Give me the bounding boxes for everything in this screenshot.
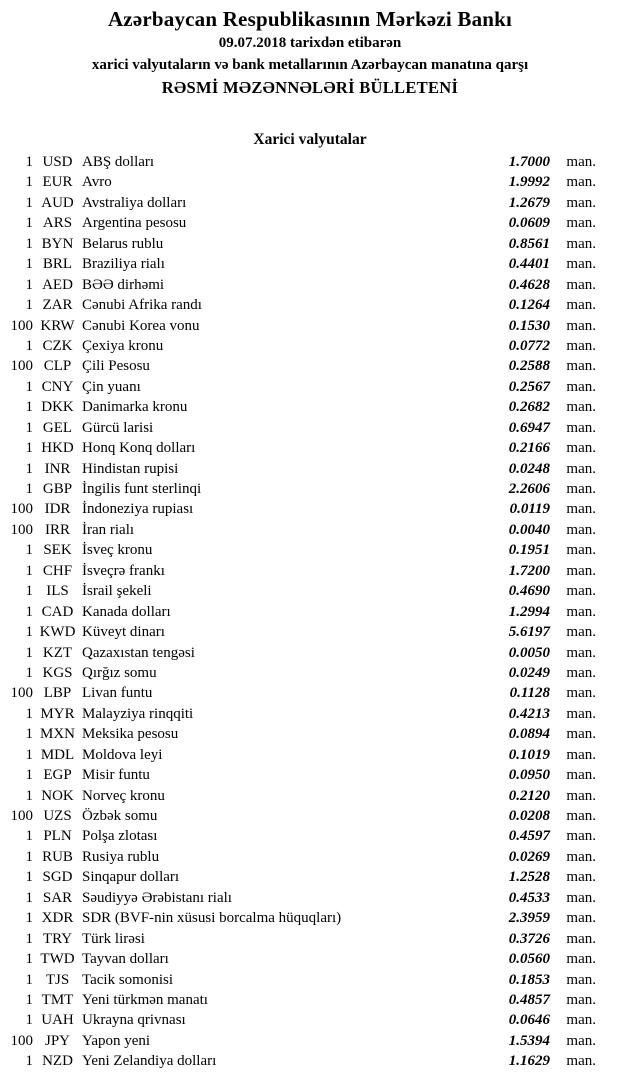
- currency-code-cell: JPY: [44, 1032, 70, 1049]
- rate-row: [0, 316, 596, 336]
- rate-row: [0, 172, 596, 192]
- quantity-cell: 1: [25, 440, 33, 457]
- unit-cell: man.: [566, 399, 596, 416]
- currency-name-cell: Danimarka kronu: [82, 399, 188, 416]
- rate-value-cell: 0.2120: [508, 787, 550, 804]
- currency-name-cell: İndoneziya rupiası: [82, 501, 194, 518]
- currency-code-cell: XDR: [41, 910, 74, 927]
- currency-code-cell: ILS: [46, 583, 69, 600]
- unit-cell: man.: [566, 440, 596, 457]
- rate-value-cell: 0.0208: [508, 808, 550, 824]
- unit-cell: man.: [566, 481, 596, 497]
- currency-name-cell: Meksika pesosu: [82, 726, 179, 743]
- quantity-cell: 1: [25, 378, 33, 395]
- currency-code-cell: TMT: [41, 991, 74, 1008]
- currency-code-cell: MXN: [39, 726, 75, 743]
- unit-cell: man.: [566, 685, 596, 702]
- rate-row: [0, 520, 596, 540]
- currency-code-cell: TRY: [42, 930, 73, 947]
- quantity-cell: 1: [25, 848, 33, 865]
- unit-cell: man.: [566, 358, 596, 375]
- currency-code-cell: EGP: [43, 767, 72, 784]
- rate-value-cell: 5.6197: [508, 624, 550, 641]
- rate-value-cell: 0.4213: [508, 705, 550, 722]
- rate-value-cell: 1.1629: [508, 1053, 550, 1070]
- quantity-cell: 1: [25, 869, 33, 886]
- rate-row: [0, 152, 596, 172]
- quantity-cell: 100: [10, 808, 33, 824]
- currency-code-cell: CAD: [41, 603, 74, 620]
- rate-value-cell: 0.1128: [509, 685, 550, 702]
- currency-name-cell: Malayziya rinqqiti: [82, 705, 194, 722]
- quantity-cell: 100: [10, 317, 33, 334]
- rate-row: [0, 540, 596, 560]
- currency-name-cell: Tayvan dolları: [82, 951, 169, 968]
- unit-cell: man.: [566, 1012, 596, 1029]
- rate-row: [0, 745, 596, 765]
- rate-value-cell: 1.2528: [508, 869, 550, 886]
- unit-cell: man.: [566, 808, 596, 824]
- rate-value-cell: 0.0560: [508, 951, 550, 968]
- quantity-cell: 1: [25, 624, 33, 641]
- quantity-cell: 1: [25, 603, 33, 620]
- unit-cell: man.: [566, 256, 596, 273]
- rate-value-cell: 0.0646: [508, 1012, 550, 1029]
- currency-code-cell: IDR: [44, 501, 71, 518]
- rate-row: [0, 970, 596, 990]
- quantity-cell: 1: [25, 971, 33, 988]
- unit-cell: man.: [566, 889, 596, 906]
- quantity-cell: 1: [25, 664, 33, 681]
- unit-cell: man.: [566, 501, 596, 518]
- currency-name-cell: İngilis funt sterlinqi: [82, 481, 202, 497]
- unit-cell: man.: [566, 419, 596, 436]
- currency-name-cell: Qırğız somu: [82, 664, 157, 681]
- quantity-cell: 1: [25, 174, 33, 191]
- rate-row: [0, 683, 596, 703]
- currency-name-cell: İran rialı: [82, 521, 135, 538]
- rate-row: [0, 888, 596, 908]
- unit-cell: man.: [566, 705, 596, 722]
- currency-code-cell: MYR: [40, 705, 75, 722]
- rate-row: [0, 929, 596, 949]
- unit-cell: man.: [566, 1032, 596, 1049]
- rate-row: [0, 663, 596, 683]
- rate-row: [0, 377, 596, 397]
- rate-row: [0, 418, 596, 438]
- unit-cell: man.: [566, 726, 596, 743]
- currency-code-cell: KZT: [42, 644, 73, 661]
- rate-row: [0, 847, 596, 867]
- rate-row: [0, 336, 596, 356]
- currency-code-cell: KWD: [39, 624, 76, 641]
- rate-value-cell: 0.8561: [508, 235, 550, 252]
- rate-value-cell: 0.2166: [508, 440, 550, 457]
- rate-row: [0, 438, 596, 458]
- rate-row: [0, 786, 596, 806]
- rate-value-cell: 0.0249: [508, 664, 550, 681]
- unit-cell: man.: [566, 991, 596, 1008]
- quantity-cell: 1: [25, 991, 33, 1008]
- rate-value-cell: 0.0894: [508, 726, 550, 743]
- rate-row: [0, 193, 596, 213]
- currency-code-cell: CLP: [43, 358, 72, 375]
- quantity-cell: 1: [25, 297, 33, 314]
- rate-value-cell: 0.2567: [508, 378, 550, 395]
- rate-row: [0, 234, 596, 254]
- quantity-cell: 1: [25, 419, 33, 436]
- quantity-cell: 1: [25, 481, 33, 497]
- currency-name-cell: Avro: [82, 174, 112, 191]
- currency-name-cell: Hindistan rupisi: [82, 460, 179, 477]
- rate-value-cell: 2.3959: [508, 910, 550, 927]
- quantity-cell: 100: [10, 501, 33, 518]
- rate-row: [0, 459, 596, 479]
- unit-cell: man.: [566, 1053, 596, 1070]
- currency-name-cell: Argentina pesosu: [82, 215, 187, 232]
- currency-code-cell: EUR: [42, 174, 73, 191]
- currency-code-cell: SEK: [43, 542, 72, 559]
- rate-row: [0, 908, 596, 928]
- rate-value-cell: 0.3726: [508, 930, 550, 947]
- unit-cell: man.: [566, 869, 596, 886]
- unit-cell: man.: [566, 276, 596, 293]
- unit-cell: man.: [566, 828, 596, 845]
- currency-code-cell: HKD: [41, 440, 74, 457]
- currency-name-cell: Misir funtu: [82, 767, 150, 784]
- quantity-cell: 1: [25, 235, 33, 252]
- quantity-cell: 100: [10, 685, 33, 702]
- rate-value-cell: 0.2588: [508, 358, 550, 375]
- currency-name-cell: Çexiya kronu: [82, 337, 164, 354]
- currency-name-cell: İsrail şekeli: [82, 583, 152, 600]
- currency-name-cell: Livan funtu: [82, 685, 153, 702]
- currency-name-cell: Ukrayna qrivnası: [82, 1012, 186, 1029]
- currency-name-cell: Yapon yeni: [82, 1032, 151, 1049]
- rate-row: [0, 826, 596, 846]
- unit-cell: man.: [566, 644, 596, 661]
- rate-value-cell: 0.4401: [508, 256, 550, 273]
- quantity-cell: 1: [25, 542, 33, 559]
- rate-row: [0, 724, 596, 744]
- currency-name-cell: ABŞ dolları: [82, 154, 155, 170]
- quantity-cell: 1: [25, 583, 33, 600]
- currency-name-cell: Yeni Zelandiya dolları: [82, 1053, 217, 1070]
- rate-value-cell: 0.4628: [508, 276, 550, 293]
- currency-code-cell: KRW: [40, 317, 75, 334]
- unit-cell: man.: [566, 971, 596, 988]
- rate-value-cell: 0.6947: [508, 419, 550, 436]
- currency-code-cell: UZS: [43, 808, 72, 824]
- currency-code-cell: INR: [44, 460, 71, 477]
- rate-row: [0, 602, 596, 622]
- currency-name-cell: Avstraliya dolları: [82, 194, 187, 211]
- rate-value-cell: 0.1853: [508, 971, 550, 988]
- rate-row: [0, 1010, 596, 1030]
- quantity-cell: 1: [25, 705, 33, 722]
- rate-row: [0, 867, 596, 887]
- currency-name-cell: Honq Konq dolları: [82, 440, 196, 457]
- quantity-cell: 100: [10, 521, 33, 538]
- quantity-cell: 1: [25, 276, 33, 293]
- rate-row: [0, 581, 596, 601]
- rate-row: [0, 213, 596, 233]
- rate-row: [0, 806, 596, 826]
- bulletin-subtitle: xarici valyutaların və bank metallarının Azərbaycan manatına qarşı: [91, 57, 529, 73]
- rate-value-cell: 1.7200: [508, 562, 550, 579]
- unit-cell: man.: [566, 521, 596, 538]
- unit-cell: man.: [566, 154, 596, 170]
- currency-code-cell: IRR: [44, 521, 70, 538]
- currency-code-cell: SGD: [42, 869, 73, 886]
- currency-code-cell: TWD: [40, 951, 75, 968]
- rate-value-cell: 0.0950: [508, 767, 550, 784]
- quantity-cell: 1: [25, 1053, 33, 1070]
- rate-value-cell: 0.0040: [508, 521, 550, 538]
- unit-cell: man.: [566, 460, 596, 477]
- quantity-cell: 1: [25, 215, 33, 232]
- currency-name-cell: Özbək somu: [82, 808, 158, 824]
- quantity-cell: 1: [25, 951, 33, 968]
- rate-value-cell: 1.5394: [508, 1032, 550, 1049]
- currency-name-cell: Qazaxıstan tengəsi: [82, 644, 195, 661]
- rate-value-cell: 0.2682: [508, 399, 550, 416]
- quantity-cell: 1: [25, 399, 33, 416]
- unit-cell: man.: [566, 664, 596, 681]
- unit-cell: man.: [566, 542, 596, 559]
- currency-name-cell: Braziliya rialı: [82, 256, 165, 273]
- rate-value-cell: 1.2679: [508, 194, 550, 211]
- rate-value-cell: 0.4690: [508, 583, 550, 600]
- quantity-cell: 1: [25, 930, 33, 947]
- unit-cell: man.: [566, 215, 596, 232]
- currency-name-cell: Belarus rublu: [82, 235, 164, 252]
- rate-row: [0, 1031, 596, 1051]
- quantity-cell: 1: [25, 562, 33, 579]
- currency-code-cell: AUD: [41, 194, 74, 211]
- currency-name-cell: Tacik somonisi: [82, 971, 174, 988]
- currency-name-cell: Sinqapur dolları: [82, 869, 180, 886]
- currency-name-cell: Yeni türkmən manatı: [82, 991, 208, 1008]
- rate-value-cell: 0.0119: [509, 501, 550, 518]
- currency-code-cell: KGS: [42, 664, 73, 681]
- rate-value-cell: 0.1530: [508, 317, 550, 334]
- currency-name-cell: Gürcü larisi: [82, 419, 154, 436]
- unit-cell: man.: [566, 930, 596, 947]
- rate-value-cell: 0.4597: [508, 828, 550, 845]
- rate-row: [0, 356, 596, 376]
- rate-value-cell: 0.4857: [508, 991, 550, 1008]
- quantity-cell: 100: [10, 358, 33, 375]
- rate-row: [0, 275, 596, 295]
- currency-name-cell: İsveç kronu: [82, 542, 153, 559]
- effective-date: 09.07.2018 tarixdən etibarən: [218, 35, 402, 51]
- unit-cell: man.: [566, 583, 596, 600]
- quantity-cell: 100: [10, 1032, 33, 1049]
- currency-code-cell: PLN: [43, 828, 72, 845]
- unit-cell: man.: [566, 337, 596, 354]
- currency-code-cell: DKK: [41, 399, 74, 416]
- quantity-cell: 1: [25, 644, 33, 661]
- quantity-cell: 1: [25, 154, 33, 170]
- quantity-cell: 1: [25, 767, 33, 784]
- quantity-cell: 1: [25, 194, 33, 211]
- rate-row: [0, 949, 596, 969]
- bank-title: Azərbaycan Respublikasının Mərkəzi Bankı: [107, 7, 513, 31]
- quantity-cell: 1: [25, 746, 33, 763]
- unit-cell: man.: [566, 317, 596, 334]
- currency-name-cell: Polşa zlotası: [82, 828, 158, 845]
- currency-code-cell: AED: [42, 276, 73, 293]
- currency-code-cell: CNY: [41, 378, 74, 395]
- quantity-cell: 1: [25, 787, 33, 804]
- currency-code-cell: LBP: [43, 685, 72, 702]
- currency-name-cell: Moldova leyi: [82, 746, 163, 763]
- currency-code-cell: BYN: [41, 235, 74, 252]
- quantity-cell: 1: [25, 256, 33, 273]
- bulletin-title: RƏSMİ MƏZƏNNƏLƏRİ BÜLLETENİ: [161, 78, 459, 97]
- rate-row: [0, 397, 596, 417]
- currency-name-cell: Cənubi Afrika randı: [82, 297, 202, 314]
- rate-value-cell: 0.0772: [508, 337, 550, 354]
- currency-name-cell: Çili Pesosu: [82, 358, 150, 375]
- rates-table: [0, 152, 620, 1072]
- rate-row: [0, 295, 596, 315]
- unit-cell: man.: [566, 562, 596, 579]
- currency-name-cell: Kanada dolları: [82, 603, 171, 620]
- currency-name-cell: BƏƏ dirhəmi: [82, 276, 165, 293]
- rate-row: [0, 704, 596, 724]
- quantity-cell: 1: [25, 460, 33, 477]
- currency-code-cell: SAR: [42, 889, 73, 906]
- unit-cell: man.: [566, 174, 596, 191]
- currency-code-cell: TJS: [45, 971, 70, 988]
- rate-row: [0, 479, 596, 499]
- currency-code-cell: GBP: [42, 481, 73, 497]
- unit-cell: man.: [566, 746, 596, 763]
- rate-value-cell: 0.0248: [508, 460, 550, 477]
- unit-cell: man.: [566, 767, 596, 784]
- unit-cell: man.: [566, 235, 596, 252]
- rate-value-cell: 0.1951: [508, 542, 550, 559]
- currency-code-cell: BRL: [42, 256, 73, 273]
- unit-cell: man.: [566, 787, 596, 804]
- currency-code-cell: NOK: [41, 787, 74, 804]
- currency-code-cell: USD: [42, 154, 73, 170]
- rate-value-cell: 1.2994: [508, 603, 550, 620]
- unit-cell: man.: [566, 624, 596, 641]
- rate-value-cell: 0.1019: [508, 746, 550, 763]
- quantity-cell: 1: [25, 828, 33, 845]
- rate-row: [0, 990, 596, 1010]
- currency-name-cell: SDR (BVF-nin xüsusi borcalma hüquqları): [82, 910, 342, 927]
- rate-row: [0, 499, 596, 519]
- rate-value-cell: 1.7000: [508, 154, 550, 170]
- unit-cell: man.: [566, 603, 596, 620]
- unit-cell: man.: [566, 194, 596, 211]
- unit-cell: man.: [566, 951, 596, 968]
- currency-code-cell: GEL: [42, 419, 73, 436]
- quantity-cell: 1: [25, 889, 33, 906]
- currency-name-cell: Çin yuanı: [82, 378, 141, 395]
- quantity-cell: 1: [25, 337, 33, 354]
- bulletin-header: [0, 0, 620, 99]
- currency-code-cell: ARS: [42, 215, 73, 232]
- rate-row: [0, 254, 596, 274]
- rate-row: [0, 643, 596, 663]
- rate-value-cell: 0.4533: [508, 889, 550, 906]
- unit-cell: man.: [566, 297, 596, 314]
- rate-value-cell: 0.0050: [508, 644, 550, 661]
- rate-value-cell: 1.9992: [508, 174, 550, 191]
- currency-name-cell: Cənubi Korea vonu: [82, 317, 200, 334]
- rate-value-cell: 2.2606: [508, 481, 550, 497]
- rate-row: [0, 765, 596, 785]
- unit-cell: man.: [566, 910, 596, 927]
- rate-value-cell: 0.0269: [508, 848, 550, 865]
- quantity-cell: 1: [25, 1012, 33, 1029]
- currency-name-cell: İsveçrə frankı: [82, 562, 165, 579]
- currency-code-cell: NZD: [42, 1053, 73, 1070]
- currency-name-cell: Səudiyyə Ərəbistanı rialı: [82, 889, 232, 906]
- currency-name-cell: Küveyt dinarı: [82, 624, 165, 641]
- rate-row: [0, 1051, 596, 1071]
- quantity-cell: 1: [25, 910, 33, 927]
- currency-code-cell: CHF: [42, 562, 73, 579]
- rate-row: [0, 622, 596, 642]
- currency-name-cell: Norveç kronu: [82, 787, 165, 804]
- currency-code-cell: ZAR: [42, 297, 73, 314]
- quantity-cell: 1: [25, 726, 33, 743]
- unit-cell: man.: [566, 378, 596, 395]
- rate-value-cell: 0.1264: [508, 297, 550, 314]
- currency-code-cell: MDL: [40, 746, 75, 763]
- rate-row: [0, 561, 596, 581]
- rate-value-cell: 0.0609: [508, 215, 550, 232]
- section-title-foreign-currencies: Xarici valyutalar: [253, 131, 367, 148]
- currency-name-cell: Rusiya rublu: [82, 848, 160, 865]
- currency-code-cell: RUB: [42, 848, 73, 865]
- currency-name-cell: Türk lirəsi: [82, 930, 145, 947]
- currency-code-cell: UAH: [41, 1012, 74, 1029]
- unit-cell: man.: [566, 848, 596, 865]
- currency-code-cell: CZK: [42, 337, 73, 354]
